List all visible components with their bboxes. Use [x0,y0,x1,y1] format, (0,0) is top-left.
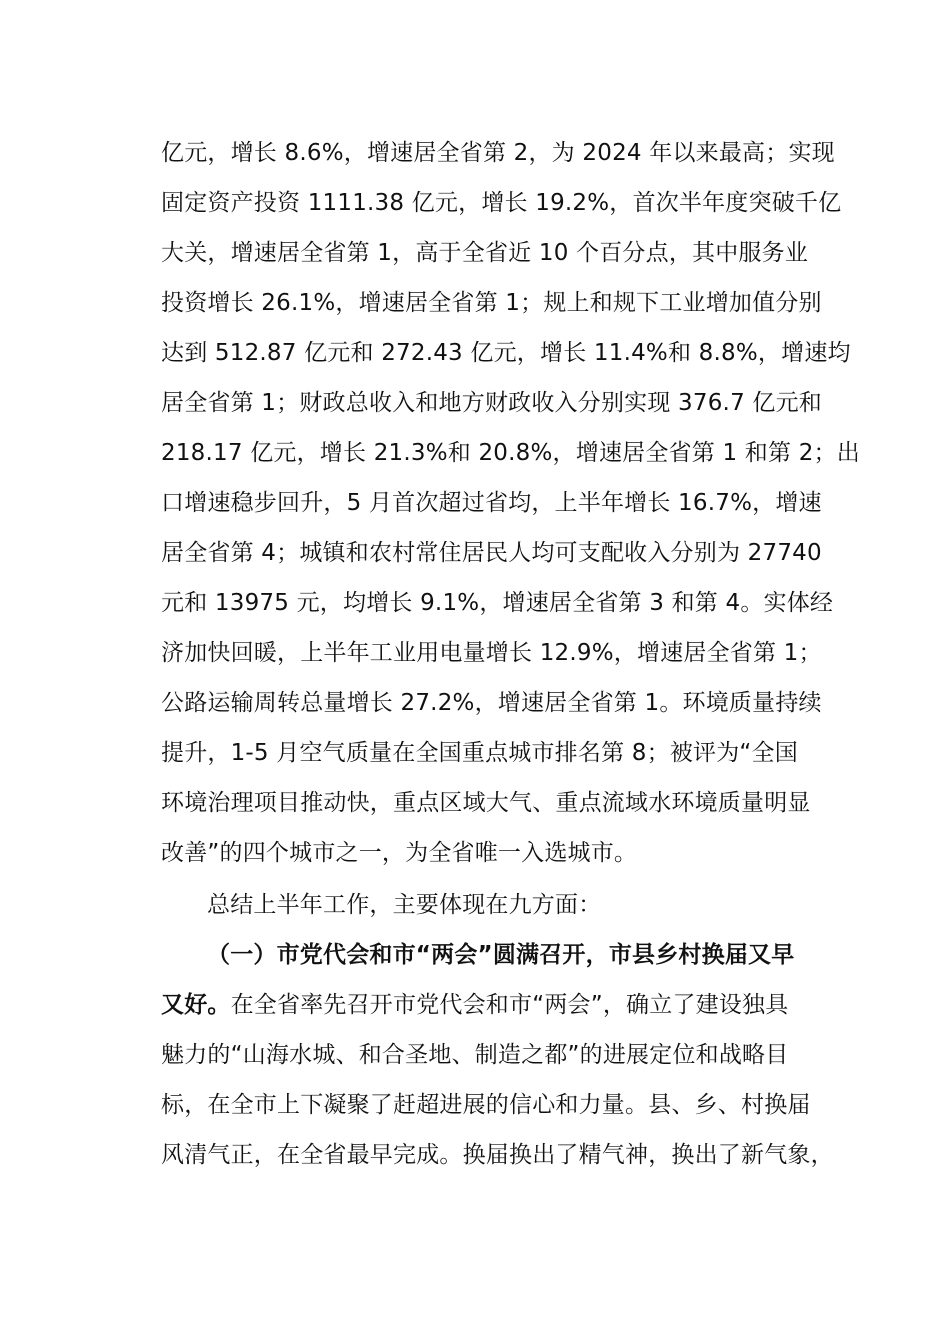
section-heading-end: 又好。 [161,992,231,1018]
paragraph-line: 达到 512.87 亿元和 272.43 亿元，增长 11.4%和 8.8%，增速均 [161,340,851,366]
paragraph-line: 公路运输周转总量增长 27.2%，增速居全省第 1。环境质量持续 [161,690,822,716]
paragraph-line: 济加快回暖，上半年工业用电量增长 12.9%，增速居全省第 1； [161,640,822,666]
summary-paragraph: 总结上半年工作，主要体现在九方面： [207,892,602,918]
paragraph-line: 元和 13975 元，均增长 9.1%，增速居全省第 3 和第 4。实体经 [161,590,834,616]
paragraph-line: 环境治理项目推动快，重点区域大气、重点流域水环境质量明显 [161,790,811,816]
section-paragraph-line [161,980,801,1030]
paragraph-line: 亿元，增长 8.6%，增速居全省第 2，为 2024 年以来最高；实现 [161,140,835,166]
paragraph-line: 大关，增速居全省第 1，高于全省近 10 个百分点，其中服务业 [161,240,809,266]
paragraph-line: 居全省第 4；城镇和农村常住居民人均可支配收入分别为 27740 [161,540,822,566]
paragraph-line: 居全省第 1；财政总收入和地方财政收入分别实现 376.7 亿元和 [161,390,823,416]
section-paragraph-line: 标，在全市上下凝聚了赶超进展的信心和力量。县、乡、村换届 [161,1092,811,1118]
paragraph-line: 固定资产投资 1111.38 亿元，增长 19.2%，首次半年度突破千亿 [161,190,842,216]
section-body-text: 在全省率先召开市党代会和市“两会”，确立了建设独具 [230,992,789,1018]
paragraph-line: 提升，1-5 月空气质量在全国重点城市排名第 8；被评为“全国 [161,740,798,766]
section-paragraph-line: 风清气正，在全省最早完成。换届换出了精气神，换出了新气象， [161,1142,834,1168]
section-heading: （一）市党代会和市“两会”圆满召开，市县乡村换届又早 [207,942,795,968]
paragraph-line: 投资增长 26.1%，增速居全省第 1；规上和规下工业增加值分别 [161,290,822,316]
paragraph-line: 218.17 亿元，增长 21.3%和 20.8%，增速居全省第 1 和第 2；出 [161,440,860,466]
paragraph-line: 口增速稳步回升，5 月首次超过省均，上半年增长 16.7%，增速 [161,490,822,516]
section-paragraph-line: 魅力的“山海水城、和合圣地、制造之都”的进展定位和战略目 [161,1042,789,1068]
paragraph-line: 改善”的四个城市之一，为全省唯一入选城市。 [161,840,638,866]
